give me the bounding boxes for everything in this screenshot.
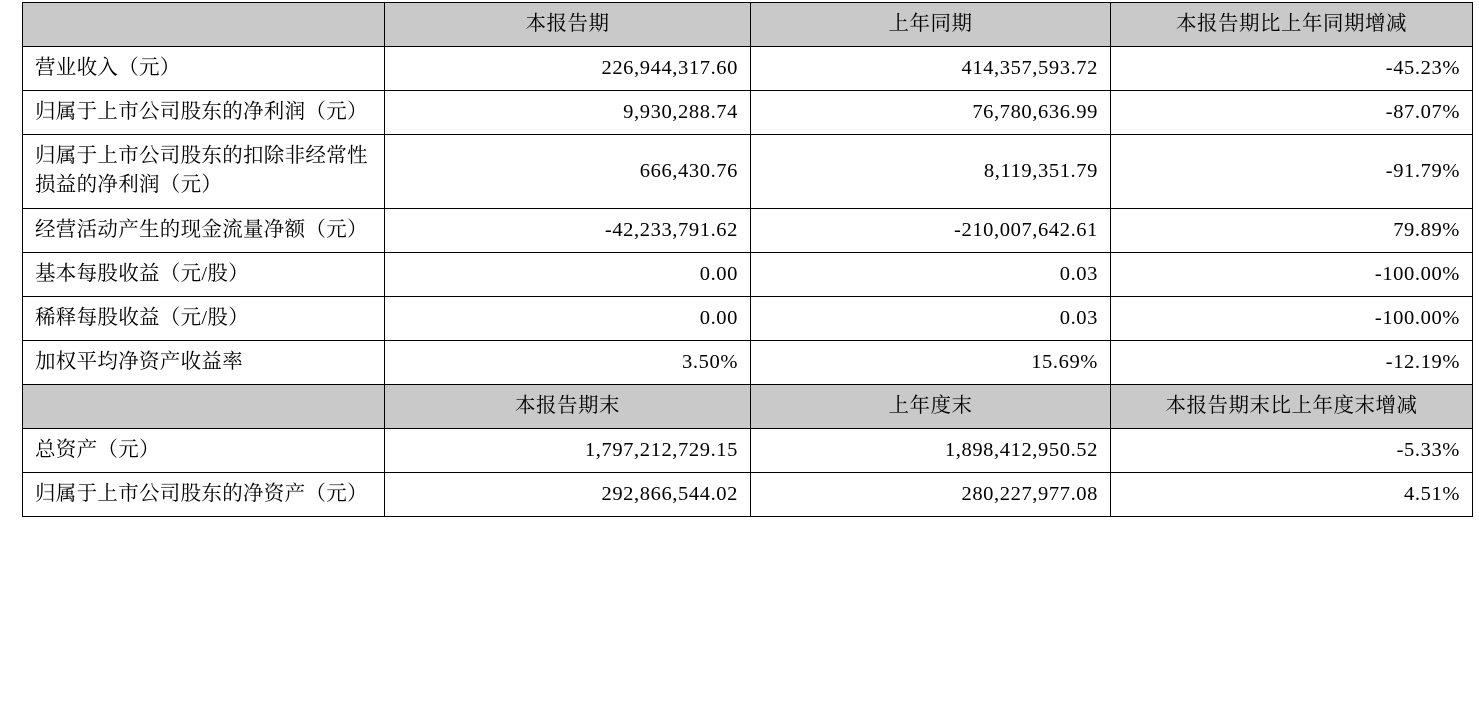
row-change-value: 4.51%	[1111, 473, 1473, 517]
row-change-value: -87.07%	[1111, 91, 1473, 135]
row-previous-value: 8,119,351.79	[751, 135, 1111, 208]
table-row	[23, 135, 1473, 208]
row-current-value: 226,944,317.60	[385, 47, 751, 91]
row-current-value: 0.00	[385, 296, 751, 340]
row-current-value: -42,233,791.62	[385, 208, 751, 252]
financial-summary-table	[22, 2, 1473, 517]
financial-summary-sheet	[0, 2, 1479, 725]
row-previous-value: 0.03	[751, 252, 1111, 296]
header-cell-change-period: 本报告期比上年同期增减	[1111, 3, 1473, 47]
row-change-value: -5.33%	[1111, 429, 1473, 473]
table-row	[23, 296, 1473, 340]
row-change-value: -12.19%	[1111, 340, 1473, 384]
table-header-row-period	[23, 3, 1473, 47]
row-current-value: 3.50%	[385, 340, 751, 384]
row-previous-value: 76,780,636.99	[751, 91, 1111, 135]
row-previous-value: 15.69%	[751, 340, 1111, 384]
row-current-value: 292,866,544.02	[385, 473, 751, 517]
row-previous-value: 1,898,412,950.52	[751, 429, 1111, 473]
table-row	[23, 252, 1473, 296]
header-cell-current-balance: 本报告期末	[385, 384, 751, 428]
row-change-value: -100.00%	[1111, 296, 1473, 340]
row-label: 归属于上市公司股东的净利润（元）	[23, 91, 385, 135]
table-row	[23, 340, 1473, 384]
table-row	[23, 47, 1473, 91]
row-current-value: 666,430.76	[385, 135, 751, 208]
table-row	[23, 208, 1473, 252]
header-cell-blank	[23, 3, 385, 47]
table-row	[23, 91, 1473, 135]
row-label: 加权平均净资产收益率	[23, 340, 385, 384]
row-current-value: 1,797,212,729.15	[385, 429, 751, 473]
row-current-value: 0.00	[385, 252, 751, 296]
header-cell-blank	[23, 384, 385, 428]
row-change-value: -91.79%	[1111, 135, 1473, 208]
row-change-value: 79.89%	[1111, 208, 1473, 252]
row-change-value: -100.00%	[1111, 252, 1473, 296]
row-previous-value: -210,007,642.61	[751, 208, 1111, 252]
header-cell-current-period: 本报告期	[385, 3, 751, 47]
row-previous-value: 280,227,977.08	[751, 473, 1111, 517]
row-label: 总资产（元）	[23, 429, 385, 473]
row-previous-value: 414,357,593.72	[751, 47, 1111, 91]
row-label: 营业收入（元）	[23, 47, 385, 91]
header-cell-change-balance: 本报告期末比上年度末增减	[1111, 384, 1473, 428]
row-label: 稀释每股收益（元/股）	[23, 296, 385, 340]
table-row	[23, 473, 1473, 517]
row-label: 基本每股收益（元/股）	[23, 252, 385, 296]
row-label: 归属于上市公司股东的净资产（元）	[23, 473, 385, 517]
row-previous-value: 0.03	[751, 296, 1111, 340]
header-cell-previous-balance: 上年度末	[751, 384, 1111, 428]
row-change-value: -45.23%	[1111, 47, 1473, 91]
table-header-row-balance	[23, 384, 1473, 428]
row-label: 经营活动产生的现金流量净额（元）	[23, 208, 385, 252]
header-cell-previous-period: 上年同期	[751, 3, 1111, 47]
row-current-value: 9,930,288.74	[385, 91, 751, 135]
table-row	[23, 429, 1473, 473]
row-label: 归属于上市公司股东的扣除非经常性损益的净利润（元）	[23, 135, 385, 208]
